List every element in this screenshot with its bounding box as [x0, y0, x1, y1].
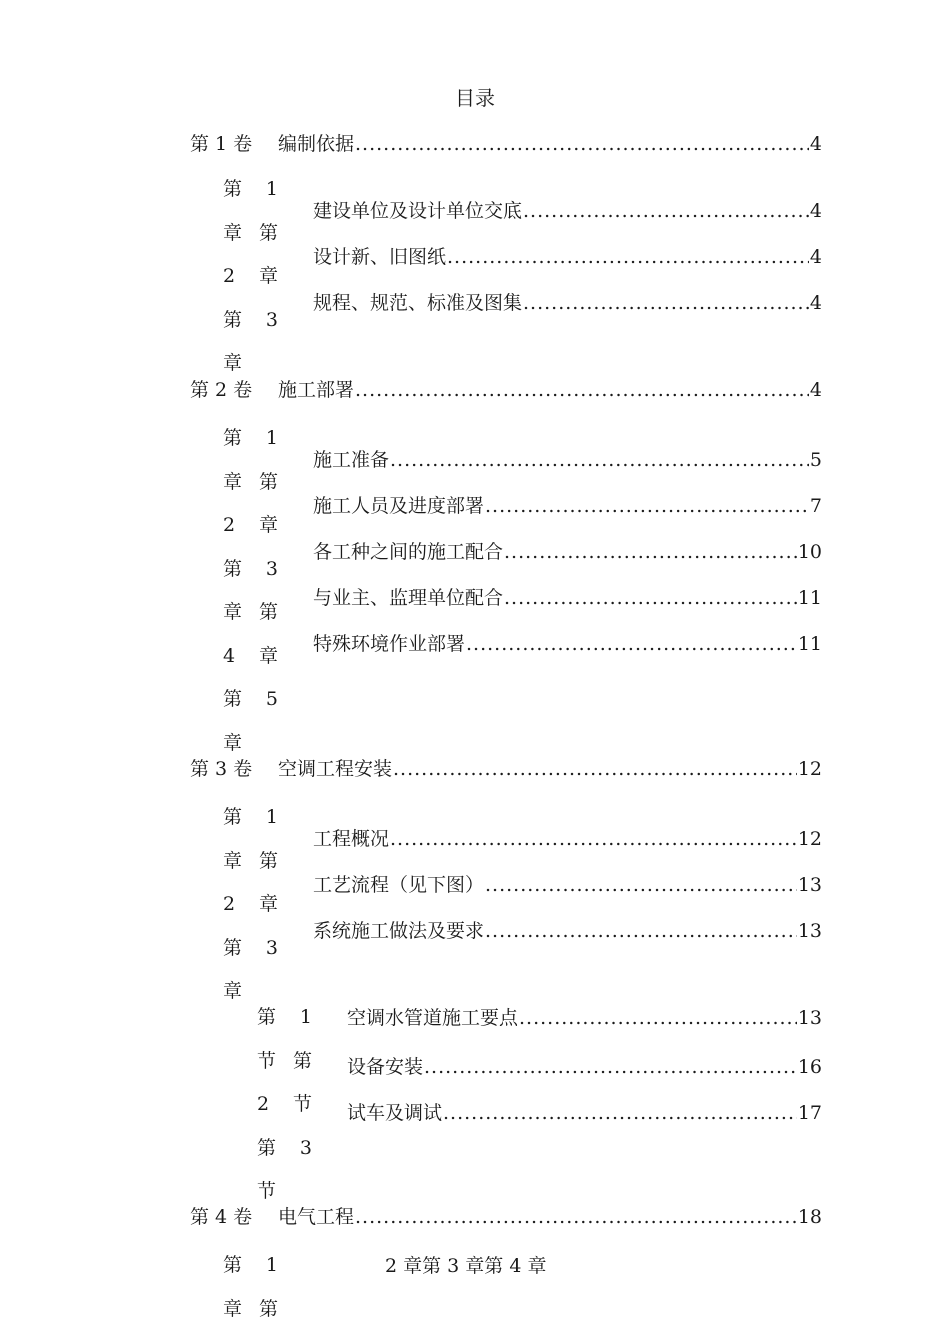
toc-volume-4[interactable]	[190, 1204, 822, 1230]
volume-number: 第 1 卷	[190, 133, 253, 155]
dot-leader	[443, 1100, 797, 1126]
chapter-title: 工程概况	[313, 828, 390, 850]
page-number: 4	[809, 379, 822, 401]
toc-section[interactable]	[347, 1054, 822, 1080]
dot-leader	[485, 918, 797, 944]
dot-leader	[355, 131, 809, 157]
page-number: 12	[797, 828, 822, 850]
chapter-title: 工艺流程（见下图）	[313, 874, 485, 896]
chapter-label-column: 第 1 章 第 2 章 第 3 章	[223, 806, 278, 1002]
toc-title: 目录	[455, 86, 495, 110]
volume-number: 第 4 卷	[190, 1206, 253, 1228]
chapter-title: 与业主、监理单位配合	[313, 587, 504, 609]
page-number: 18	[797, 1206, 822, 1228]
dot-leader	[523, 290, 809, 316]
page-number: 17	[797, 1102, 822, 1124]
toc-chapter[interactable]	[313, 872, 822, 898]
dot-leader	[390, 447, 809, 473]
page-number: 13	[797, 920, 822, 942]
page-number: 11	[797, 587, 822, 609]
dot-leader	[485, 872, 797, 898]
chapter-label-column: 第 1 章 第	[223, 1254, 278, 1320]
dot-leader	[504, 585, 797, 611]
chapter-label-overflow-text: 2 章第 3 章第 4 章	[385, 1255, 547, 1277]
page-number: 10	[797, 541, 822, 563]
toc-chapter[interactable]	[313, 585, 822, 611]
section-title: 设备安装	[347, 1056, 424, 1078]
page-number: 7	[809, 495, 822, 517]
toc-volume-2[interactable]	[190, 377, 822, 403]
dot-leader	[393, 756, 797, 782]
toc-chapter[interactable]	[313, 447, 822, 473]
chapter-title: 设计新、旧图纸	[313, 246, 447, 268]
page-number: 4	[809, 133, 822, 155]
page-number: 13	[797, 874, 822, 896]
page-number: 4	[809, 246, 822, 268]
chapter-label-column: 第 1 章 第 2 章 第 3 章	[223, 178, 278, 374]
volume-title: 施工部署	[278, 379, 355, 401]
dot-leader	[519, 1005, 797, 1031]
volume-title: 电气工程	[278, 1206, 355, 1228]
volume-number: 第 2 卷	[190, 379, 253, 401]
volume-title: 编制依据	[278, 133, 355, 155]
dot-leader	[523, 198, 809, 224]
toc-section[interactable]	[347, 1100, 822, 1126]
toc-section[interactable]	[347, 1005, 822, 1031]
chapter-title: 建设单位及设计单位交底	[313, 200, 523, 222]
chapter-title: 施工准备	[313, 449, 390, 471]
page-number: 5	[809, 449, 822, 471]
toc-volume-3[interactable]	[190, 756, 822, 782]
dot-leader	[355, 377, 809, 403]
toc-chapter[interactable]	[313, 631, 822, 657]
chapter-title: 各工种之间的施工配合	[313, 541, 504, 563]
page-number: 13	[797, 1007, 822, 1029]
dot-leader	[390, 826, 797, 852]
toc-chapter[interactable]	[313, 826, 822, 852]
dot-leader	[466, 631, 797, 657]
toc-chapter[interactable]	[313, 290, 822, 316]
toc-chapter[interactable]	[313, 198, 822, 224]
toc-chapter[interactable]	[313, 244, 822, 270]
chapter-title: 特殊环境作业部署	[313, 633, 466, 655]
dot-leader	[424, 1054, 797, 1080]
toc-chapter[interactable]	[313, 493, 822, 519]
dot-leader	[355, 1204, 797, 1230]
section-title: 试车及调试	[347, 1102, 443, 1124]
toc-chapter[interactable]	[313, 918, 822, 944]
page-number: 12	[797, 758, 822, 780]
page-number: 16	[797, 1056, 822, 1078]
dot-leader	[447, 244, 809, 270]
volume-title: 空调工程安装	[278, 758, 393, 780]
section-label-column: 第 1 节 第 2 节 第 3 节	[257, 1006, 312, 1202]
chapter-title: 施工人员及进度部署	[313, 495, 485, 517]
section-title: 空调水管道施工要点	[347, 1007, 519, 1029]
chapter-title: 规程、规范、标准及图集	[313, 292, 523, 314]
toc-volume-1[interactable]	[190, 131, 822, 157]
chapter-label-column: 第 1 章 第 2 章 第 3 章 第 4 章 第 5 章	[223, 427, 278, 754]
volume-number: 第 3 卷	[190, 758, 253, 780]
dot-leader	[504, 539, 797, 565]
page-number: 11	[797, 633, 822, 655]
toc-chapter[interactable]	[313, 539, 822, 565]
chapter-title: 系统施工做法及要求	[313, 920, 485, 942]
page-number: 4	[809, 200, 822, 222]
dot-leader	[485, 493, 809, 519]
page-number: 4	[809, 292, 822, 314]
